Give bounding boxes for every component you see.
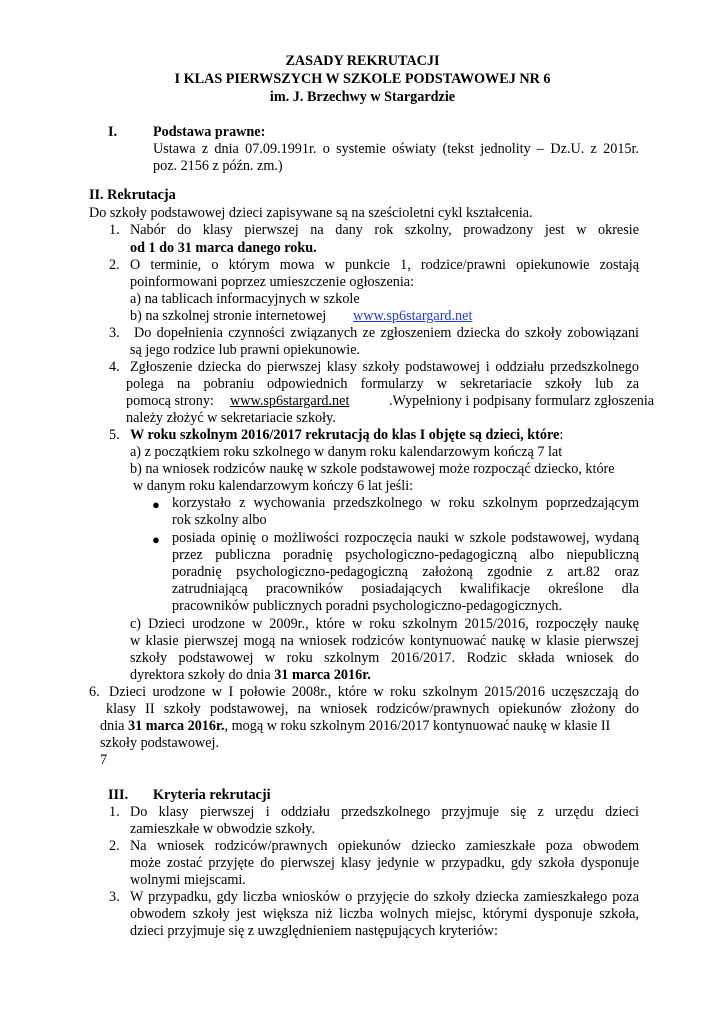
section2-item4-line2: polega na pobraniu odpowiednich formularzy w sekretariacie szkoły lub za xyxy=(126,376,639,392)
section1-text-line1: Ustawa z dnia 07.09.1991r. o systemie oświaty (tekst jednolity – Dz.U. z 2015r. xyxy=(153,141,639,157)
document-title-line1: ZASADY REKRUTACJI xyxy=(285,53,440,69)
section2-intro: Do szkoły podstawowej dzieci zapisywane są na sześcioletni cykl kształcenia. xyxy=(89,205,533,221)
section2-item5-bullet2-line1: posiada opinię o możliwości rozpoczęcia nauki w szkole podstawowej, wydaną xyxy=(172,530,639,546)
section2-item5-c-date: 31 marca 2016r. xyxy=(274,667,371,683)
bullet-icon: ● xyxy=(152,532,160,547)
section3-item1-line2: zamieszkałe w obwodzie szkoły. xyxy=(130,821,316,837)
section1-number: I. xyxy=(108,124,118,140)
section2-item6-line3a: dnia xyxy=(100,718,125,734)
section2-item5-c-line3: szkoły podstawowej w roku szkolnym 2016/2017. Rodzic składa wniosek do xyxy=(130,650,639,666)
section3-item1-line1: Do klasy pierwszej i oddziału przedszkolnego przyjmuje się z urzędu dzieci xyxy=(130,804,639,820)
school-website-link-2[interactable]: www.sp6stargard.net xyxy=(230,393,350,409)
section2-item5-b-line2: w danym roku kalendarzowym kończy 6 lat jeśli: xyxy=(133,478,414,494)
section2-item5-c-line4a: dyrektora szkoły do dnia xyxy=(130,667,271,683)
section2-item6-line3 xyxy=(100,718,610,736)
section2-item5-b-line1: b) na wniosek rodziców naukę w szkole podstawowej może rozpocząć dziecko, które xyxy=(130,461,615,477)
section2-item5-bullet2-line3: poradnię psychologiczno-pedagogiczną założoną zgodnie z art.82 oraz xyxy=(172,564,639,580)
section3-item2-line1: Na wniosek rodziców/prawnych opiekunów dziecko zamieszkałe poza obwodem xyxy=(130,838,639,854)
section2-item6-line2: klasy II szkoły podstawowej, na wniosek rodziców/prawnych opiekunów złożony do xyxy=(106,701,639,717)
section3-item3-line2: obwodem szkoły jest większa niż liczba wolnych miejsc, którymi dysponuje szkoła, xyxy=(130,906,639,922)
section2-item6-line4: szkoły podstawowej. xyxy=(100,735,220,751)
section2-item5-bullet1-line1: korzystało z wychowania przedszkolnego w roku szkolnym poprzedzającym xyxy=(172,495,639,511)
section2-item4-line3a: pomocą strony: xyxy=(126,393,214,409)
section2-item4-line4: należy złożyć w sekretariacie szkoły. xyxy=(126,410,336,426)
section2-item2-line4: b) na szkolnej stronie internetowej xyxy=(130,308,327,324)
section2-item4-num: 4. xyxy=(109,359,120,375)
section3-item3-line3: dzieci przyjmuje się z uwzględnieniem następujących kryteriów: xyxy=(130,923,498,939)
section2-item1-num: 1. xyxy=(109,222,120,238)
section3-heading: Kryteria rekrutacji xyxy=(153,787,271,803)
section2-item3-line1: Do dopełnienia czynności związanych ze zgłoszeniem dziecka do szkoły zobowiązani xyxy=(134,325,639,341)
section3-item3-num: 3. xyxy=(109,889,120,905)
section2-item5-heading-bold: W roku szkolnym 2016/2017 rekrutacją do klas I objęte są dzieci, które xyxy=(130,427,560,443)
section2-item5-c-line1: c) Dzieci urodzone w 2009r., które w roku szkolnym 2015/2016, rozpoczęły naukę xyxy=(130,616,639,632)
section3-item3-line1: W przypadku, gdy liczba wniosków o przyjęcie do szkoły dziecka zamieszkałego poza xyxy=(130,889,639,905)
section2-item5-bullet2-line2: przez publiczna poradnię psychologiczno-pedagogiczną albo niepubliczną xyxy=(172,547,639,563)
section2-item5-bullet1-line2: rok szkolny albo xyxy=(172,512,267,528)
section3-item2-num: 2. xyxy=(109,838,120,854)
section2-item5-c-line2: w klasie pierwszej mogą na wniosek rodziców kontynuować naukę w klasie pierwszej xyxy=(130,633,639,649)
section2-item2-line2: poinformowani poprzez umieszczenie ogłoszenia: xyxy=(130,274,415,290)
document-title-line3: im. J. Brzechwy w Stargardzie xyxy=(269,89,456,105)
section2-heading: II. Rekrutacja xyxy=(89,187,176,203)
section2-item5-bullet2-line5: pracowników publicznych poradni psychologiczno-pedagogicznych. xyxy=(172,598,563,614)
section2-item4-line3b: .Wypełniony i podpisany formularz zgłoszenia xyxy=(389,393,655,409)
section3-item2-line2: może zostać przyjęte do pierwszej klasy jedynie w przypadku, gdy szkoła dysponuje xyxy=(130,855,639,871)
section2-item5-heading-colon: : xyxy=(559,427,564,443)
section2-item1-line2: od 1 do 31 marca danego roku. xyxy=(130,240,317,256)
section2-item5-c-line4 xyxy=(130,667,371,685)
document-title-line2: I KLAS PIERWSZYCH W SZKOLE PODSTAWOWEJ NR 6 xyxy=(174,71,551,87)
section2-item6-date: 31 marca 2016r. xyxy=(127,718,225,734)
section2-item3-line2: są jego rodzice lub prawni opiekunowie. xyxy=(130,342,361,358)
section2-item6-line1: Dzieci urodzone w I połowie 2008r., które w roku szkolnym 2015/2016 uczęszczają do xyxy=(109,684,639,700)
section2-item2-line3: a) na tablicach informacyjnych w szkole xyxy=(130,291,360,307)
section1-heading: Podstawa prawne: xyxy=(153,124,266,140)
section3-number: III. xyxy=(108,787,129,803)
section2-item2-line1: O terminie, o którym mowa w punkcie 1, rodzice/prawni opiekunowie zostają xyxy=(130,257,639,273)
section2-item6-num: 6. xyxy=(89,684,100,700)
school-website-link[interactable]: www.sp6stargard.net xyxy=(353,308,473,324)
section2-item5-heading xyxy=(130,427,563,445)
section2-item3-num: 3. xyxy=(109,325,120,341)
section2-item6-line3c: , mogą w roku szkolnym 2016/2017 kontynuować naukę w klasie II xyxy=(224,718,611,734)
bullet-icon: ● xyxy=(152,497,160,512)
section2-item4-line1: Zgłoszenie dziecka do pierwszej klasy szkoły podstawowej i oddziału przedszkolnego xyxy=(130,359,639,375)
section3-item2-line3: wolnymi miejscami. xyxy=(130,872,246,888)
section1-text-line2: poz. 2156 z późn. zm.) xyxy=(153,158,283,174)
section3-item1-num: 1. xyxy=(109,804,120,820)
section2-item2-num: 2. xyxy=(109,257,120,273)
section2-item5-a: a) z początkiem roku szkolnego w danym roku kalendarzowym kończą 7 lat xyxy=(130,444,563,460)
section2-item5-num: 5. xyxy=(109,427,120,443)
section2-item1-line1: Nabór do klasy pierwszej na dany rok szkolny, prowadzony jest w okresie xyxy=(130,222,639,238)
section2-item5-bullet2-line4: zatrudniającą pracowników posiadających kwalifikacje określone dla xyxy=(172,581,639,597)
stray-number: 7 xyxy=(100,752,108,768)
